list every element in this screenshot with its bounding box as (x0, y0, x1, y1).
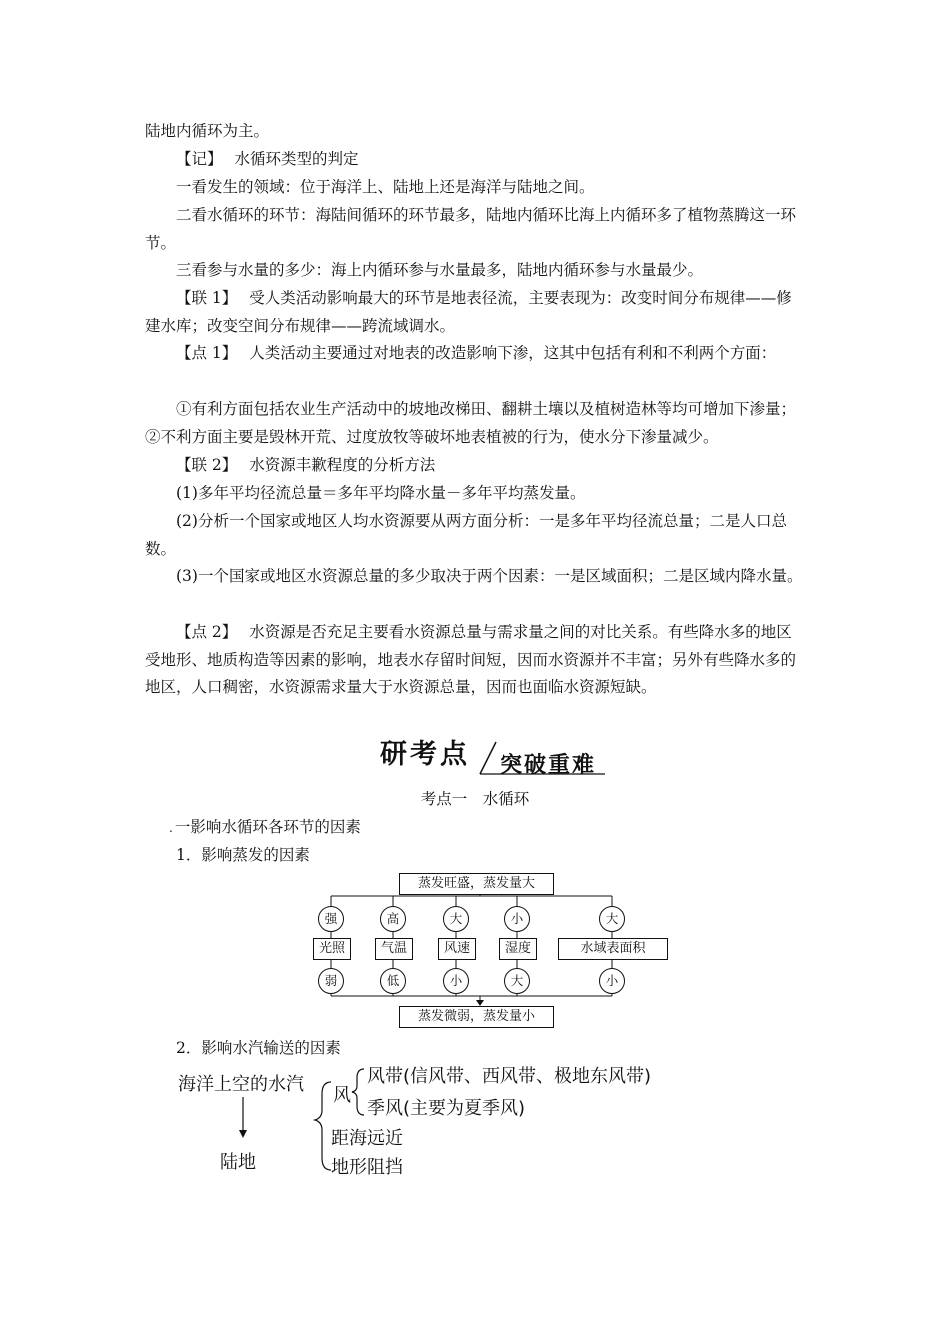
paragraph-lian1: 【联 1】 受人类活动影响最大的环节是地表径流，主要表现为：改变时间分布规律——修建水库；改变空间分布规律——跨流域调水。 (145, 289, 792, 335)
evap-area-low: 小 (599, 968, 625, 994)
evap-humidity-low: 大 (504, 968, 530, 994)
item-evaporation: 1．影响蒸发的因素 (176, 846, 310, 864)
paragraph-ji: 【记】 水循环类型的判定 (176, 150, 359, 168)
item-vapor: 2．影响水汽输送的因素 (176, 1039, 341, 1057)
evap-factor-temp: 气温 (375, 938, 413, 960)
evap-wind-high: 大 (443, 906, 469, 932)
paragraph-3: 一看发生的领域：位于海洋上、陆地上还是海洋与陆地之间。 (176, 178, 595, 196)
evap-humidity-high: 小 (504, 906, 530, 932)
evap-top-box: 蒸发旺盛，蒸发量大 (399, 873, 554, 895)
evap-wind-low: 小 (443, 968, 469, 994)
vapor-monsoon: 季风(主要为夏季风) (367, 1098, 526, 1119)
vapor-wind: 风 (333, 1085, 351, 1106)
paragraph-11: (2)分析一个国家或地区人均水资源要从两方面分析：一是多年平均径流总量；二是人口总数。 (145, 512, 787, 558)
tag-dian2: 【点 2】 (176, 623, 238, 641)
paragraph-1: 陆地内循环为主。 (145, 122, 270, 140)
paragraph-dian2: 【点 2】 水资源是否充足主要看水资源总量与需求量之间的对比关系。有些降水多的地区受地形、地质构造等因素的影响，地表水存留时间短，因而水资源并不丰富；另外有些降水多的地区，人口稠密，水资源需求量大于水资源总量，因而也面临水资源短缺。 (145, 623, 797, 696)
paragraph-8: ①有利方面包括农业生产活动中的坡地改梯田、翻耕土壤以及植树造林等均可增加下渗量；②不利方面主要是毁林开荒、过度放牧等破坏地表植被的行为，使水分下渗量减少。 (145, 400, 797, 446)
evap-factor-humidity: 湿度 (499, 938, 537, 960)
tag-ji: 【记】 (176, 150, 223, 168)
heading-dot: . (169, 821, 173, 835)
evap-temp-high: 高 (380, 906, 406, 932)
vapor-source: 海洋上空的水汽 (178, 1074, 304, 1095)
tag-dian1: 【点 1】 (176, 344, 238, 362)
evap-factor-wind: 风速 (438, 938, 476, 960)
paragraph-4: 二看水循环的环节：海陆间循环的环节最多，陆地内循环比海上内循环多了植物蒸腾这一环节。 (145, 206, 797, 252)
paragraph-12: (3)一个国家或地区水资源总量的多少取决于两个因素：一是区域面积；二是区域内降水量。 (176, 567, 803, 585)
paragraph-dian1: 【点 1】 人类活动主要通过对地表的改造影响下渗，这其中包括有利和不利两个方面： (176, 344, 777, 362)
heading-factors: . 一影响水循环各环节的因素 (169, 818, 361, 836)
paragraph-5: 三看参与水量的多少：海上内循环参与水量最多，陆地内循环参与水量最少。 (176, 261, 704, 279)
section-banner-right: 突破重难 (500, 753, 597, 778)
paragraph-lian2: 【联 2】 水资源丰歉程度的分析方法 (176, 456, 436, 474)
evap-temp-low: 低 (380, 968, 406, 994)
evap-factor-light: 光照 (313, 938, 351, 960)
vapor-wind-belt: 风带(信风带、西风带、极地东风带) (367, 1066, 652, 1087)
vapor-target: 陆地 (220, 1152, 256, 1173)
tag-lian2: 【联 2】 (176, 456, 238, 474)
subsection-title: 考点一 水循环 (420, 790, 530, 808)
evap-factor-area: 水域表面积 (558, 938, 668, 960)
evap-bottom-box: 蒸发微弱，蒸发量小 (399, 1006, 554, 1028)
evap-light-low: 弱 (318, 968, 344, 994)
vapor-terrain: 地形阻挡 (331, 1157, 403, 1178)
vapor-distance: 距海远近 (331, 1128, 403, 1149)
evap-light-high: 强 (318, 906, 344, 932)
tag-lian1: 【联 1】 (176, 289, 238, 307)
section-banner-left: 研考点 (380, 739, 470, 770)
evap-area-high: 大 (599, 906, 625, 932)
paragraph-10: (1)多年平均径流总量＝多年平均降水量－多年平均蒸发量。 (176, 484, 586, 502)
